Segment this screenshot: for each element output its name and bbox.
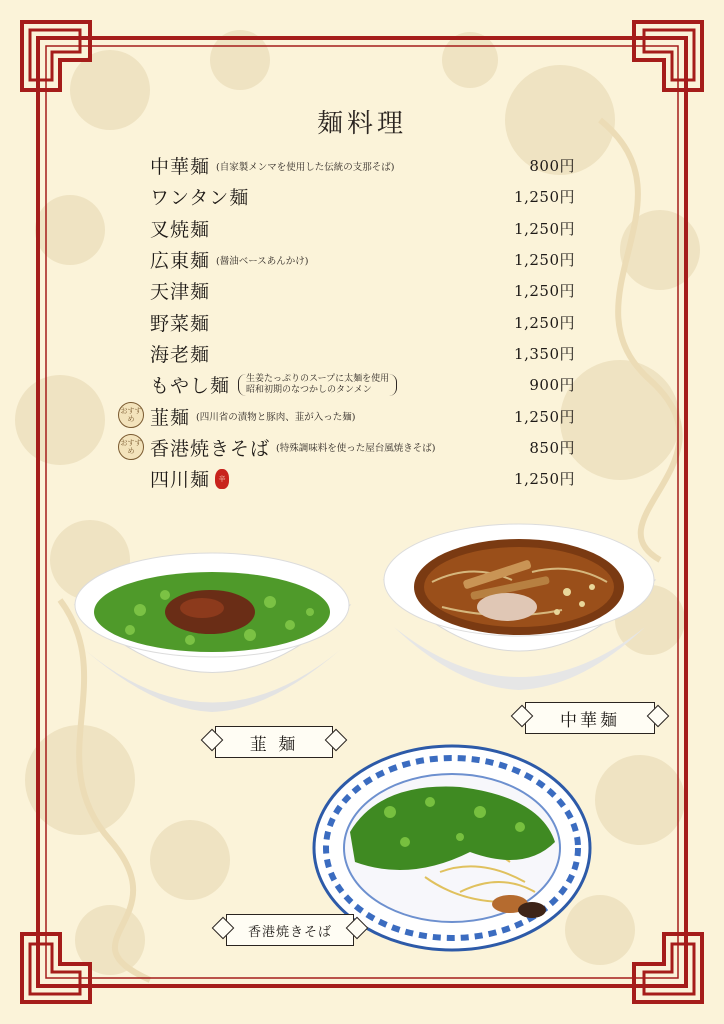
hongkong-yakisoba-label: 香港焼きそば bbox=[226, 914, 354, 946]
recommended-badge: おすすめ bbox=[118, 434, 144, 460]
item-name: 海老麺 bbox=[150, 343, 211, 366]
nira-noodles-photo bbox=[70, 540, 355, 730]
item-note: (醤油ベースあんかけ) bbox=[216, 255, 309, 267]
menu-item bbox=[150, 338, 575, 369]
item-price: 800円 bbox=[529, 157, 575, 176]
nira-noodles-label: 韮 麺 bbox=[215, 726, 333, 758]
item-price: 1,250円 bbox=[514, 313, 575, 332]
item-price: 1,350円 bbox=[514, 344, 575, 363]
item-note: (自家製メンマを使用した伝統の支那そば) bbox=[216, 161, 395, 173]
page-title: 麺料理 bbox=[316, 109, 407, 139]
menu-item bbox=[150, 369, 575, 400]
item-name: ワンタン麺 bbox=[150, 187, 250, 210]
menu-item bbox=[150, 306, 575, 337]
item-price: 1,250円 bbox=[514, 407, 575, 426]
menu-item bbox=[150, 463, 575, 494]
item-note bbox=[238, 374, 397, 396]
item-note: (四川省の漬物と豚肉、韮が入った麺) bbox=[196, 412, 356, 424]
item-name: 叉焼麺 bbox=[150, 218, 211, 241]
menu-item bbox=[120, 400, 575, 431]
item-name: 四川麺 bbox=[150, 469, 211, 492]
item-price: 1,250円 bbox=[514, 219, 575, 238]
item-price: 1,250円 bbox=[514, 470, 575, 489]
menu-item bbox=[150, 181, 575, 212]
noodle-menu-list bbox=[120, 150, 575, 494]
item-name: 広東麺 bbox=[150, 250, 211, 273]
item-price: 1,250円 bbox=[514, 282, 575, 301]
item-name: もやし麺 bbox=[150, 375, 231, 398]
spicy-stamp-icon: 辛 bbox=[215, 469, 229, 489]
menu-item bbox=[150, 150, 575, 181]
menu-item bbox=[120, 432, 575, 463]
recommended-badge: おすすめ bbox=[118, 402, 144, 428]
chuka-noodles-label: 中華麺 bbox=[525, 702, 655, 734]
menu-item bbox=[150, 244, 575, 275]
item-name: 野菜麺 bbox=[150, 312, 211, 335]
item-name: 中華麺 bbox=[150, 156, 211, 179]
item-name: 天津麺 bbox=[150, 281, 211, 304]
item-note-line: 生姜たっぷりのスープに太麺を使用 bbox=[246, 373, 390, 384]
chuka-noodles-photo bbox=[382, 512, 657, 702]
item-price: 850円 bbox=[529, 438, 575, 457]
item-name: 香港焼きそば bbox=[150, 437, 271, 460]
item-price: 1,250円 bbox=[514, 188, 575, 207]
item-price: 900円 bbox=[529, 376, 575, 395]
menu-item bbox=[150, 275, 575, 306]
item-price: 1,250円 bbox=[514, 251, 575, 270]
item-name: 韮麺 bbox=[150, 406, 191, 429]
item-note-line: 昭和初期のなつかしのタンメン bbox=[246, 384, 372, 395]
item-note: (特殊調味料を使った屋台風焼きそば) bbox=[276, 443, 436, 455]
menu-item bbox=[150, 213, 575, 244]
